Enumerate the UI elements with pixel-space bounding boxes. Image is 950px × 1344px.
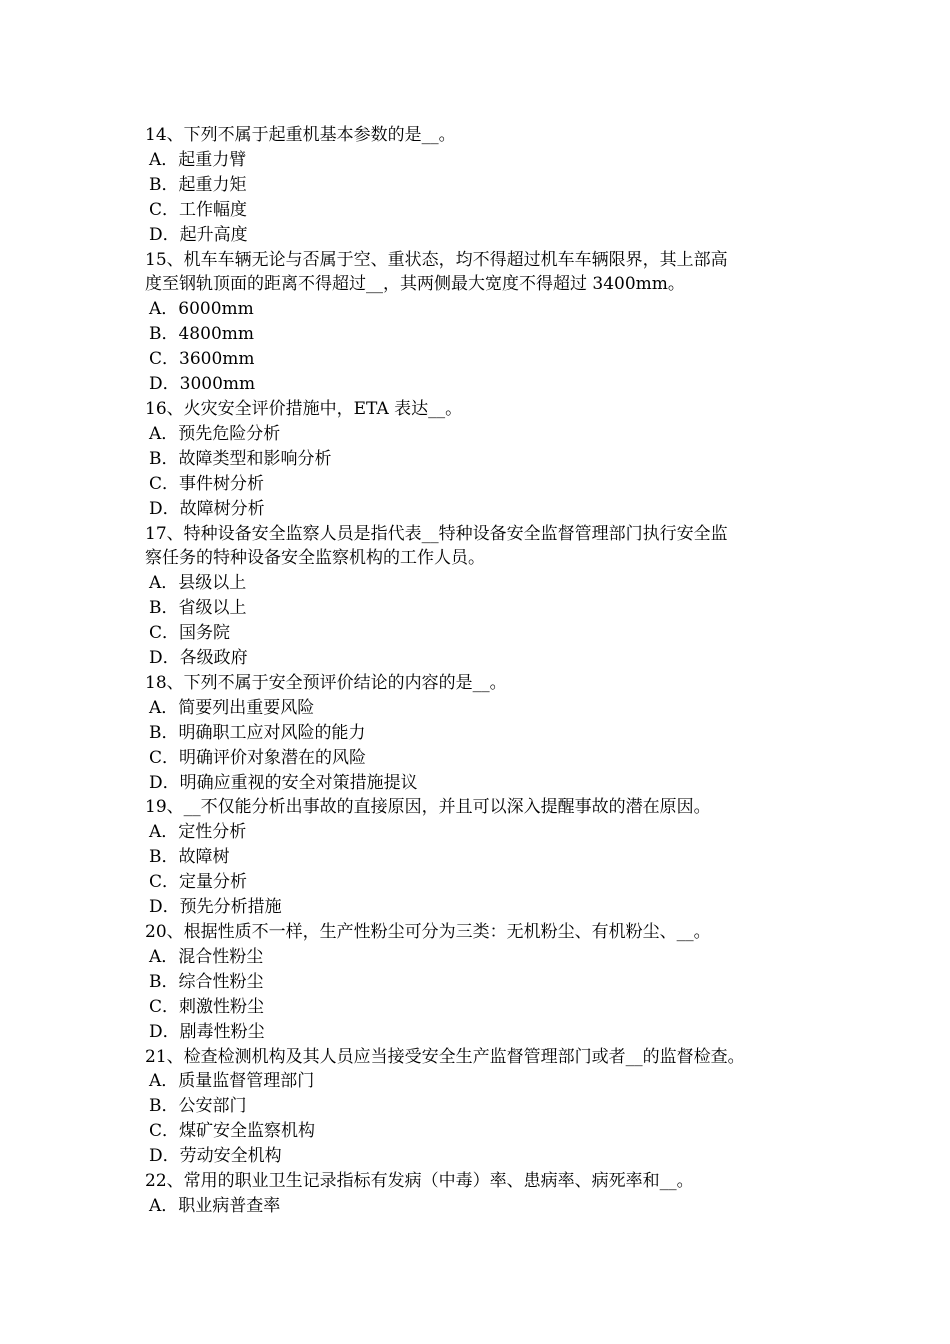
answer-option: A．质量监督管理部门 (149, 1071, 315, 1092)
question-stem (145, 1045, 815, 1070)
answer-option: A．县级以上 (149, 573, 247, 594)
question-block (145, 123, 815, 248)
question-text-line: 19、__不仅能分析出事故的直接原因，并且可以深入提醒事故的潜在原因。 (145, 797, 711, 818)
answer-option: D．预先分析措施 (149, 897, 282, 918)
question-text-line: 度至钢轨顶面的距离不得超过__，其两侧最大宽度不得超过 3400mm。 (145, 274, 685, 295)
answer-option: C．刺激性粉尘 (149, 996, 265, 1017)
answer-option: B．故障类型和影响分析 (149, 448, 332, 469)
question-stem (145, 920, 815, 945)
answer-option: D．各级政府 (149, 648, 248, 669)
answer-option: B．起重力矩 (149, 174, 247, 195)
question-text-line: 16、火灾安全评价措施中，ETA 表达__。 (145, 398, 463, 419)
question-text-line: 22、常用的职业卫生记录指标有发病（中毒）率、患病率、病死率和__。 (145, 1171, 694, 1192)
question-stem (145, 1169, 815, 1194)
answer-option: D．剧毒性粉尘 (149, 1021, 265, 1042)
answer-option: B．公安部门 (149, 1096, 247, 1117)
question-text-line: 18、下列不属于安全预评价结论的内容的是__。 (145, 672, 507, 693)
answer-option: A．职业病普查率 (149, 1195, 281, 1216)
question-block (145, 920, 815, 1045)
answer-option: D．明确应重视的安全对策措施提议 (149, 772, 418, 793)
answer-option: D．劳动安全机构 (149, 1146, 282, 1167)
question-stem (145, 397, 815, 422)
question-text-line: 17、特种设备安全监察人员是指代表__特种设备安全监督管理部门执行安全监 (145, 523, 728, 544)
answer-option: B．4800mm (149, 324, 254, 345)
question-block (145, 671, 815, 796)
question-stem (145, 123, 815, 148)
answer-option: C．煤矿安全监察机构 (149, 1121, 316, 1142)
answer-option: C．工作幅度 (149, 199, 248, 220)
question-text-line: 21、检查检测机构及其人员应当接受安全生产监督管理部门或者__的监督检查。 (145, 1046, 745, 1067)
answer-option: B．省级以上 (149, 598, 247, 619)
answer-option: A．简要列出重要风险 (149, 697, 315, 718)
question-stem (145, 248, 815, 298)
answer-option: A．预先危险分析 (149, 423, 281, 444)
answer-option: C．3600mm (149, 349, 255, 370)
answer-option: C．事件树分析 (149, 473, 265, 494)
answer-option: A．混合性粉尘 (149, 946, 264, 967)
question-text-line: 15、机车车辆无论与否属于空、重状态，均不得超过机车车辆限界，其上部高 (145, 249, 728, 270)
question-list (145, 123, 815, 1219)
question-block (145, 397, 815, 522)
answer-option: A．定性分析 (149, 822, 247, 843)
answer-option: B．综合性粉尘 (149, 971, 264, 992)
question-block (145, 1045, 815, 1170)
answer-option: D．故障树分析 (149, 498, 265, 519)
answer-option: C．明确评价对象潜在的风险 (149, 747, 367, 768)
question-text-line: 20、根据性质不一样，生产性粉尘可分为三类：无机粉尘、有机粉尘、__。 (145, 922, 711, 942)
answer-option: C．国务院 (149, 623, 231, 644)
question-stem (145, 795, 815, 820)
question-block (145, 1169, 815, 1219)
question-stem (145, 671, 815, 696)
answer-option: C．定量分析 (149, 872, 248, 893)
question-stem (145, 522, 815, 572)
answer-option: A．6000mm (149, 299, 254, 320)
question-text-line: 14、下列不属于起重机基本参数的是__。 (145, 125, 456, 145)
answer-option: B．明确职工应对风险的能力 (149, 722, 366, 743)
answer-option: A．起重力臂 (149, 149, 247, 170)
question-block (145, 522, 815, 671)
question-block (145, 248, 815, 397)
answer-option: D．3000mm (149, 374, 256, 395)
question-text-line: 察任务的特种设备安全监察机构的工作人员。 (145, 548, 485, 569)
answer-option: D．起升高度 (149, 224, 248, 245)
question-block (145, 795, 815, 920)
answer-option: B．故障树 (149, 847, 230, 868)
